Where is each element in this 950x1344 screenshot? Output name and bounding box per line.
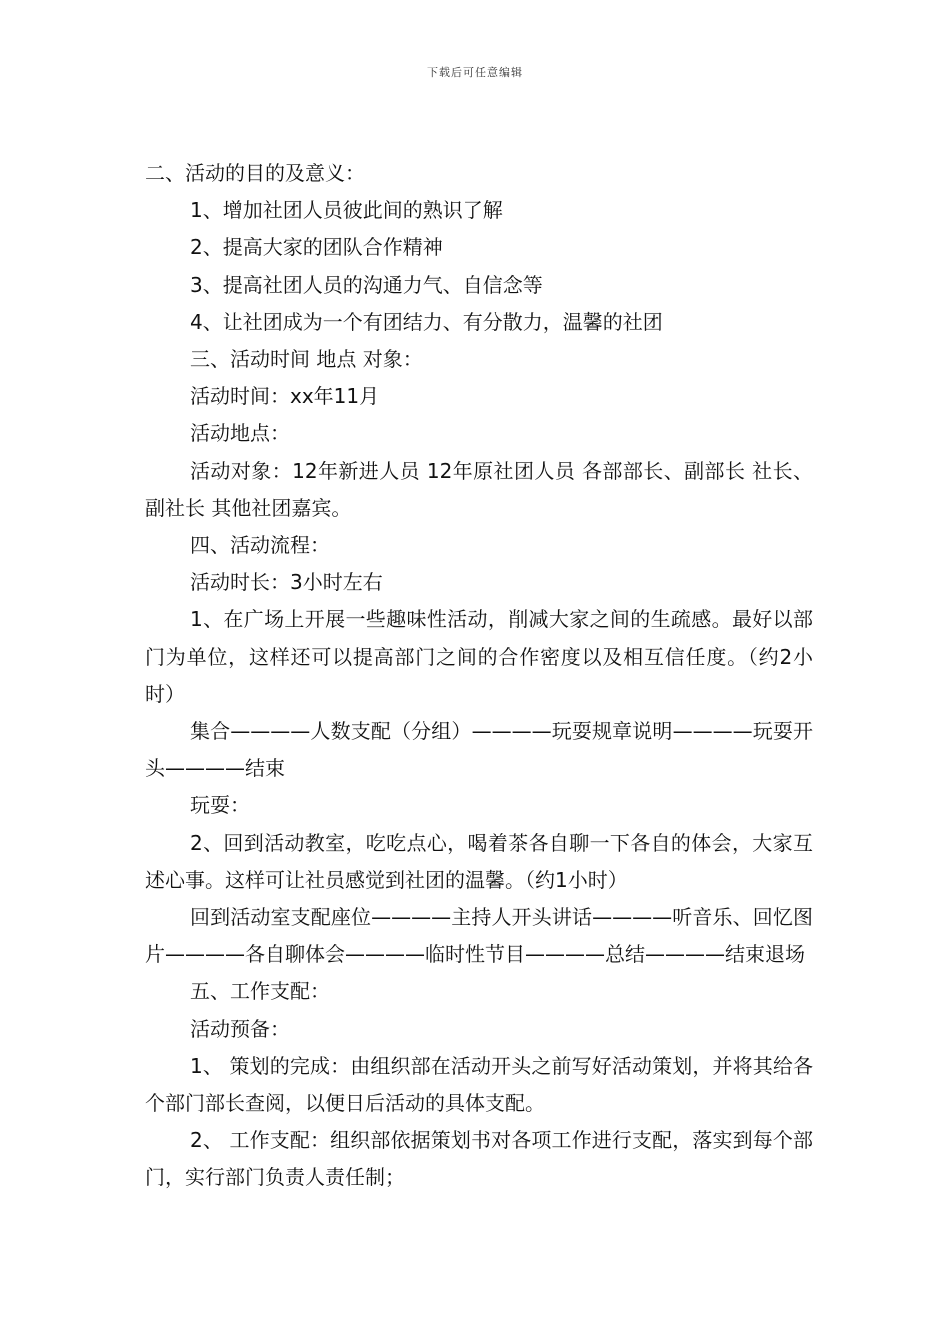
process-flow-2: 回到活动室支配座位————主持人开头讲话————听音乐、回忆图片————各自聊体会————临时性节目————总结————结束退场 — [145, 905, 813, 967]
process-flow-1: 集合————人数支配（分组）————玩耍规章说明————玩耍开头————结束 — [145, 719, 813, 781]
process-step-1: 1、在广场上开展一些趣味性活动，削减大家之间的生疏感。最好以部门为单位，这样还可以提高部门之间的合作密度以及相互信任度。（约2小时） — [145, 607, 813, 706]
work-item-1: 1、 策划的完成：由组织部在活动开头之前写好活动策划，并将其给各个部门部长查阅，以便日后活动的具体支配。 — [145, 1053, 813, 1116]
section-heading-process: 四、活动流程： — [190, 533, 330, 558]
purpose-item-4: 4、让社团成为一个有团结力、有分散力，温馨的社团 — [190, 309, 663, 334]
section-heading-work: 五、工作支配： — [190, 979, 330, 1004]
work-item-2: 2、 工作支配：组织部依据策划书对各项工作进行支配，落实到每个部门，实行部门负责人责任制； — [145, 1128, 813, 1190]
activity-duration: 活动时长：3小时左右 — [190, 570, 383, 595]
activity-audience: 活动对象：12年新进人员 12年原社团人员 各部部长、副部长 社长、副社长 其他社团嘉宾。 — [145, 458, 813, 520]
purpose-item-3: 3、提高社团人员的沟通力气、自信念等 — [190, 272, 543, 297]
document-body — [145, 155, 813, 1197]
purpose-item-1: 1、增加社团人员彼此间的熟识了解 — [190, 198, 503, 223]
page-header: 下载后可任意编辑 — [427, 66, 523, 79]
section-heading-time-place: 三、活动时间 地点 对象： — [190, 347, 423, 372]
purpose-item-2: 2、提高大家的团队合作精神 — [190, 235, 443, 260]
activity-place: 活动地点： — [190, 421, 290, 446]
process-step-2: 2、回到活动教室，吃吃点心，喝着茶各自聊一下各自的体会，大家互述心事。这样可让社员感觉到社团的温馨。（约1小时） — [145, 830, 813, 892]
activity-time: 活动时间：xx年11月 — [190, 384, 380, 409]
activity-preparation: 活动预备： — [190, 1016, 290, 1041]
section-heading-purpose: 二、活动的目的及意义： — [145, 161, 365, 185]
games-label: 玩耍： — [190, 793, 250, 818]
